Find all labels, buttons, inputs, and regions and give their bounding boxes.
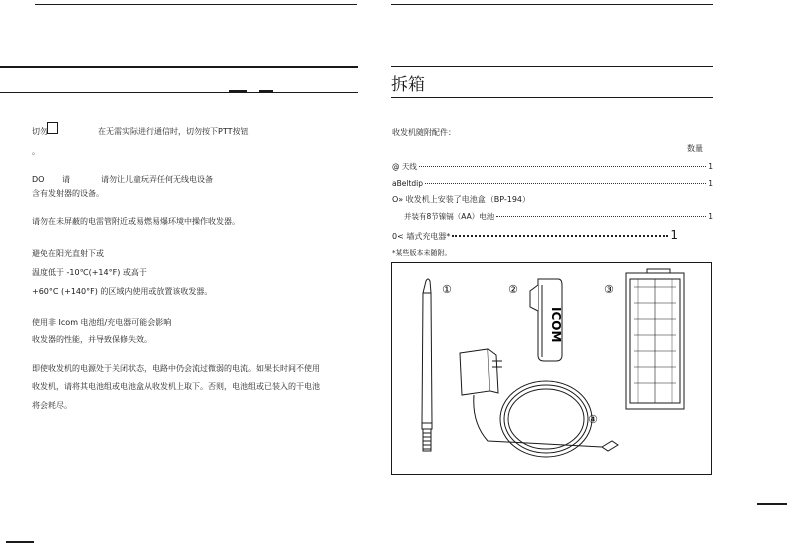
warning-6-line1: 即使收发机的电源处于关闭状态，电路中仍会流过微弱的电流。如果长时间不使用 — [32, 364, 320, 373]
item-batteries — [404, 212, 713, 222]
warning-4-line1: 避免在阳光直射下或 — [32, 249, 104, 258]
unpacking-rule-top — [391, 66, 713, 67]
warning-2-line2: 含有发射器的设备。 — [32, 189, 104, 198]
item-beltclip-qty: 1 — [708, 179, 713, 188]
dot-leader — [452, 235, 668, 237]
callout-2: ② — [508, 283, 518, 296]
callout-1: ① — [442, 283, 452, 296]
checkbox-icon — [47, 122, 58, 134]
left-header-tick-2 — [259, 90, 273, 93]
accessories-intro: 收发机随附配件： — [392, 128, 456, 137]
item-batteries-label: 并装有8节镍镉（AA）电池 — [404, 212, 495, 221]
top-rule-left — [35, 4, 357, 5]
item-wall-charger-qty: 1 — [670, 228, 678, 242]
wall-charger-icon — [460, 349, 618, 457]
item-battery-case-label: O» 收发机上安装了电池盒（BP-194） — [392, 195, 531, 204]
item-antenna-qty: 1 — [708, 162, 713, 171]
warning-2-do: DO — [32, 175, 45, 184]
qty-header: 数量 — [687, 144, 703, 153]
warning-1-text: 在无需实际进行通信时，切勿按下PTT按钮 — [98, 127, 249, 136]
callout-3: ③ — [604, 283, 614, 296]
page-mark-right — [757, 503, 787, 505]
item-beltclip — [392, 179, 713, 189]
accessories-figure — [391, 262, 712, 475]
footnote: *某些版本未随附。 — [392, 249, 452, 257]
dot-leader — [496, 216, 706, 217]
item-wall-charger-label: 0< 墙式充电器* — [392, 232, 451, 241]
left-header-rule-bottom — [0, 92, 358, 93]
left-header-tick-1 — [229, 90, 247, 93]
dot-leader — [425, 183, 706, 184]
callout-4: ④ — [588, 413, 598, 426]
item-antenna-label: @ 天线 — [392, 162, 417, 171]
warning-2-please: 请 — [62, 175, 70, 184]
left-header-rule-top — [0, 66, 358, 68]
unpacking-title: 拆箱 — [391, 75, 425, 95]
warning-5-line2: 收发器的性能，并导致保修失效。 — [32, 335, 152, 344]
page-mark-bottom-left — [6, 541, 34, 543]
antenna-icon — [422, 279, 432, 451]
clip-brand-text: ICOM — [549, 307, 563, 343]
warning-4-line2: 温度低于 -10℃(+14°F) 或高于 — [32, 268, 147, 277]
warning-6-line2: 收发机，请将其电池组或电池盒从收发机上取下。否则，电池组或已装入的干电池 — [32, 382, 320, 391]
warning-4-line3: +60°C (+140°F) 的区域内使用或放置该收发器。 — [32, 287, 213, 296]
item-beltclip-label: aBeltdip — [392, 179, 423, 188]
item-batteries-qty: 1 — [708, 212, 713, 221]
warning-2-text: 请勿让儿童玩弄任何无线电设备 — [101, 175, 213, 184]
unpacking-rule-bottom — [391, 97, 713, 98]
warning-1-line2: 。 — [32, 147, 40, 156]
top-rule-right — [391, 4, 713, 5]
warning-3: 请勿在未屏蔽的电雷管附近或易燃易爆环境中操作收发器。 — [32, 217, 240, 226]
item-antenna — [392, 162, 713, 172]
item-wall-charger — [392, 230, 678, 242]
warning-5-line1: 使用非 Icom 电池组/充电器可能会影响 — [32, 318, 172, 327]
dot-leader — [419, 166, 706, 167]
accessories-illustration — [392, 263, 713, 476]
warning-6-line3: 将会耗尽。 — [32, 401, 72, 410]
warning-1-label: 切勿 — [32, 127, 48, 136]
battery-case-icon — [626, 269, 684, 409]
